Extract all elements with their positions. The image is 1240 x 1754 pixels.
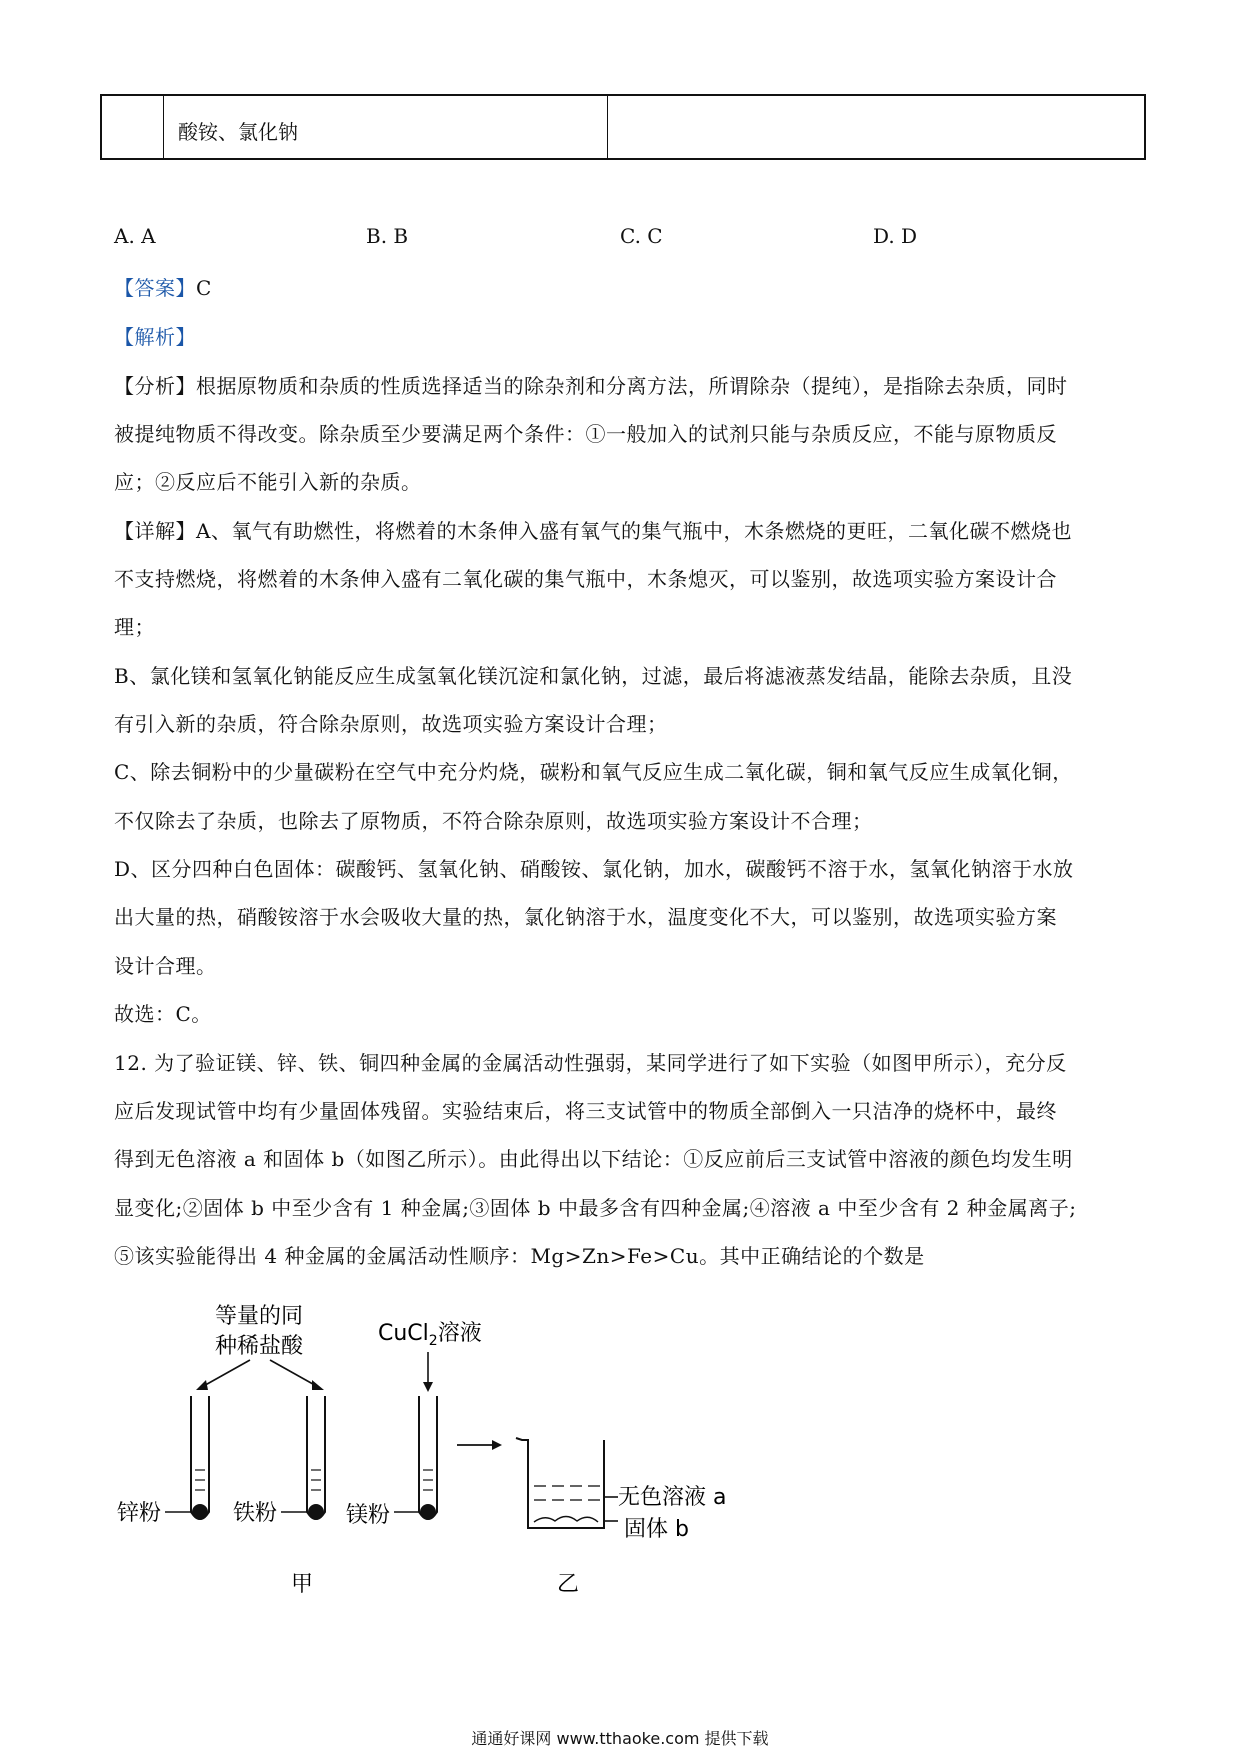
cucl2-arrow-head [423, 1382, 433, 1392]
detail-line-c2: 不仅除去了杂质，也除去了原物质，不符合除杂原则，故选项实验方案设计不合理； [114, 809, 873, 833]
option-a: A. A [114, 224, 156, 248]
detail-line-b2: 有引入新的杂质，符合除杂原则，故选项实验方案设计合理； [114, 712, 668, 736]
detail-tag: 【详解】 [114, 519, 196, 543]
option-b: B. B [366, 224, 409, 248]
detail-line-b1: B、氯化镁和氢氧化钠能反应生成氢氧化镁沉淀和氯化钠，过滤，最后将滤液蒸发结晶，能除去杂质，且没 [114, 664, 1073, 688]
q12-line-4: 显变化;②固体 b 中至少含有 1 种金属;③固体 b 中最多含有四种金属;④溶液 a 中至少含有 2 种金属离子; [114, 1196, 1077, 1220]
table-cell-content: 酸铵、氯化钠 [164, 96, 608, 158]
detail-conclusion: 故选：C。 [114, 1002, 212, 1026]
solid-b-label: 固体 b [624, 1517, 689, 1542]
detail-line-a3: 理； [114, 615, 155, 639]
detail-line-a2: 不支持燃烧，将燃着的木条伸入盛有二氧化碳的集气瓶中，木条熄灭，可以鉴别，故选项实验方案设计合 [114, 567, 1057, 591]
cucl2-label: CuCl$_2$溶液 [378, 1321, 482, 1349]
acid-label-line-2: 种稀盐酸 [215, 1334, 304, 1359]
test-tube-zinc [191, 1396, 209, 1520]
q12-line-2: 应后发现试管中均有少量固体残留。实验结束后，将三支试管中的物质全部倒入一只洁净的烧杯中，最终 [114, 1099, 1057, 1123]
solution-a-label: 无色溶液 a [618, 1485, 727, 1510]
detail-line-d1: D、区分四种白色固体：碳酸钙、氢氧化钠、硝酸铵、氯化钠，加水，碳酸钙不溶于水，氢氧化钠溶于水放 [114, 857, 1074, 881]
arrow-head-right [312, 1380, 324, 1390]
analysis-subtag: 【分析】 [114, 374, 196, 398]
transfer-arrow-head [492, 1440, 502, 1450]
detail-line-d2: 出大量的热，硝酸铵溶于水会吸收大量的热，氯化钠溶于水，温度变化不大，可以鉴别，故选项实验方案 [114, 905, 1057, 929]
arrow-head-left [196, 1380, 208, 1390]
q12-line-1: 12. 为了验证镁、锌、铁、铜四种金属的金属活动性强弱，某同学进行了如下实验（如图甲所示），充分反 [114, 1051, 1067, 1075]
zinc-label: 锌粉 [117, 1501, 162, 1526]
figure-caption-jia: 甲 [291, 1572, 314, 1597]
iron-label: 铁粉 [233, 1501, 278, 1526]
option-d: D. D [873, 224, 918, 248]
acid-label-line-1: 等量的同 [215, 1304, 304, 1329]
q12-line-3: 得到无色溶液 a 和固体 b（如图乙所示）。由此得出以下结论：①反应前后三支试管中溶液的颜色均发生明 [114, 1147, 1073, 1171]
acid-arrows [200, 1360, 320, 1388]
page-footer: 通通好课网 www.tthaoke.com 提供下载 [471, 1729, 769, 1748]
answer-value: C [196, 276, 212, 300]
analysis-text-1: 根据原物质和杂质的性质选择适当的除杂剂和分离方法，所谓除杂（提纯），是指除去杂质，同时 [196, 374, 1068, 398]
detail-line-d3: 设计合理。 [114, 954, 217, 978]
analysis-tag: 【解析】 [114, 325, 196, 349]
test-tube-iron [307, 1396, 325, 1520]
q12-line-5: ⑤该实验能得出 4 种金属的金属活动性顺序：Mg>Zn>Fe>Cu。其中正确结论的个数是 [114, 1244, 925, 1268]
detail-text-a1: A、氧气有助燃性，将燃着的木条伸入盛有氧气的集气瓶中，木条燃烧的更旺，二氧化碳不燃烧也 [196, 519, 1072, 543]
figure-caption-yi: 乙 [557, 1572, 580, 1597]
answer-tag: 【答案】 [114, 276, 196, 300]
magnesium-label: 镁粉 [346, 1503, 391, 1528]
option-c: C. C [620, 224, 663, 248]
beaker [516, 1438, 604, 1528]
detail-line-c1: C、除去铜粉中的少量碳粉在空气中充分灼烧，碳粉和氧气反应生成二氧化碳，铜和氧气反应生成氧化铜， [114, 760, 1073, 784]
analysis-line-2: 被提纯物质不得改变。除杂质至少要满足两个条件：①一般加入的试剂只能与杂质反应，不能与原物质反 [114, 422, 1057, 446]
analysis-line-3: 应；②反应后不能引入新的杂质。 [114, 470, 422, 494]
test-tube-magnesium [419, 1396, 437, 1520]
